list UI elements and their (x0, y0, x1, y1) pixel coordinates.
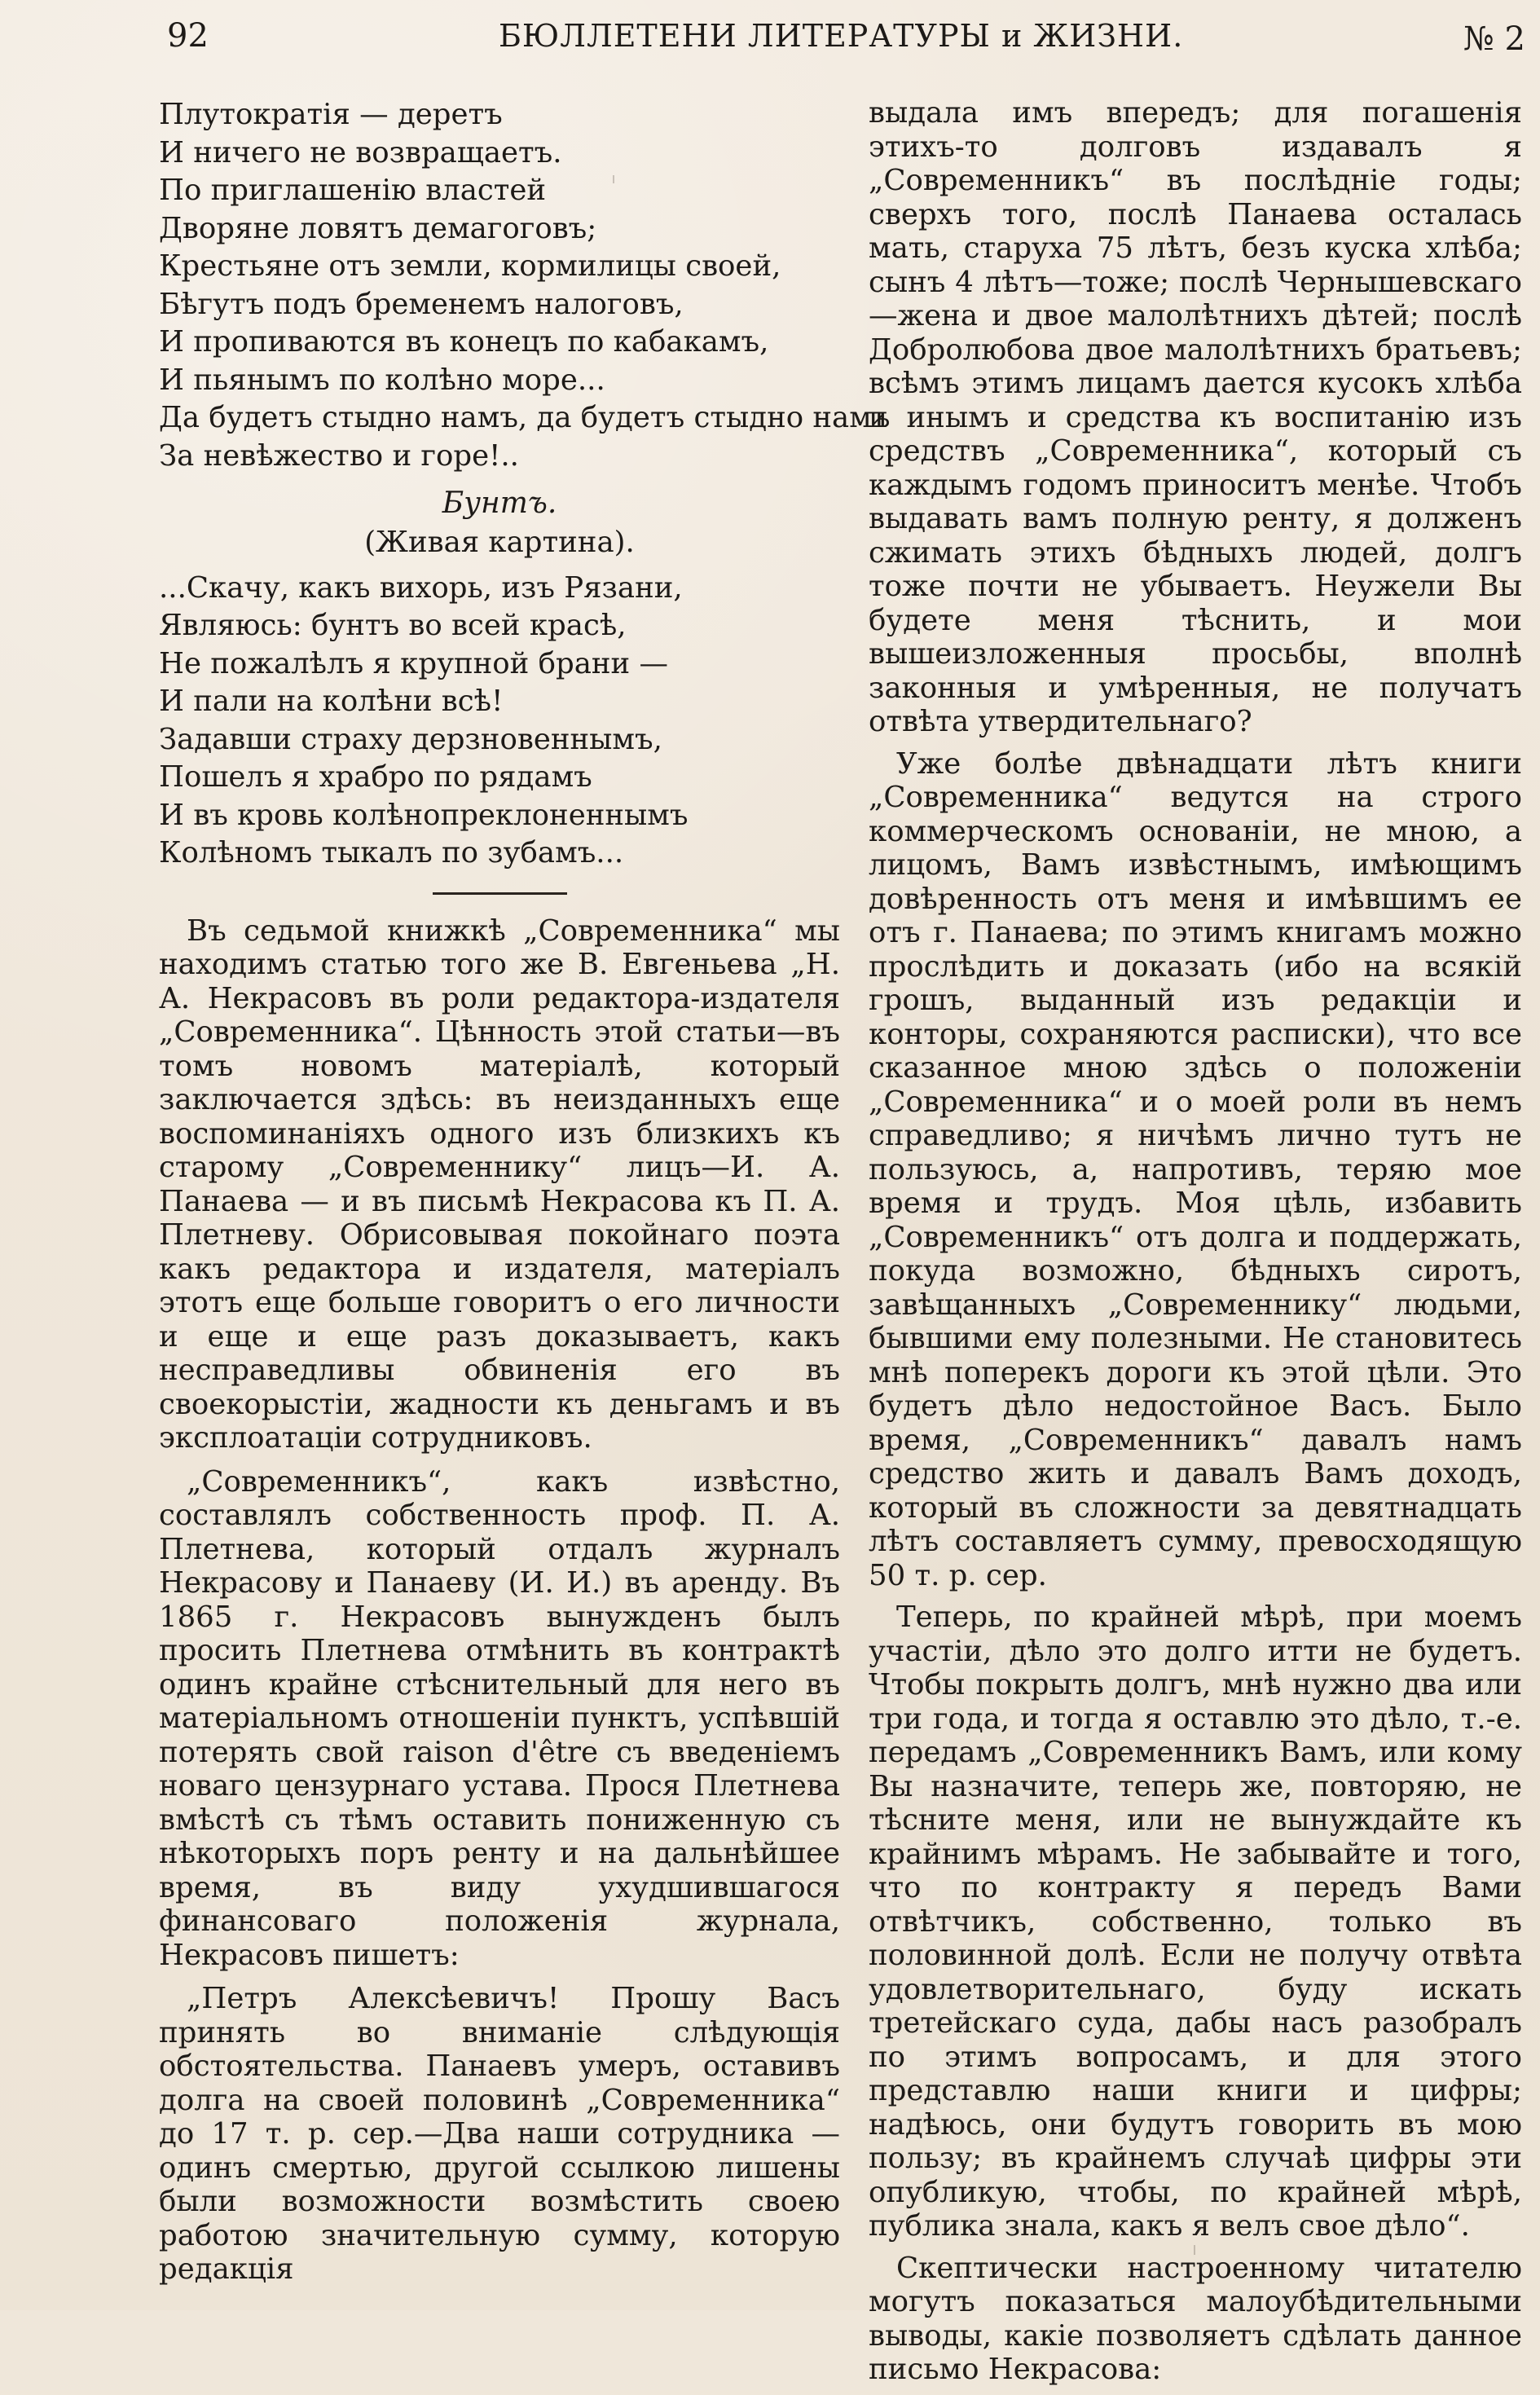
poem-title: Бунтъ. (442, 486, 557, 520)
verse-line: По приглашенію властей (159, 174, 547, 207)
article-paragraph: „Современникъ“, какъ извѣстно, составлялъ собственность проф. П. А. Плетнева, который отдалъ журналъ Некрасову и Панаеву (И. И.) въ аренду. Въ 1865 г. Некрасовъ вынужденъ былъ просить Плетнева отмѣнить въ контрактѣ одинъ крайне стѣснительный для него въ матеріальномъ отношеніи пунктъ, успѣвшій потерять свой raison d'être съ введеніемъ новаго цензурнаго устава. Прося Плетнева вмѣстѣ съ тѣмъ оставить пониженную съ нѣкоторыхъ поръ ренту и на дальнѣйшее время, въ виду ухудшившагося финансоваго положенія журнала, Некрасовъ пишетъ: (159, 1464, 840, 1972)
verse-line: Крестьяне отъ земли, кормилицы своей, (159, 249, 781, 283)
verse-line: Колѣномъ тыкалъ по зубамъ... (159, 836, 624, 870)
verse-line: И ничего не возвращаетъ. (159, 135, 562, 169)
verse-line: И въ кровь колѣнопреклоненнымъ (159, 798, 689, 832)
letter-paragraph: Уже болѣе двѣнадцати лѣтъ книги „Современника“ ведутся на строго коммерческомъ основаніи, не мною, а лицомъ, Вамъ извѣстнымъ, имѣющимъ довѣренность отъ меня и имѣвшимъ ее отъ г. Панаева; по этимъ книгамъ можно прослѣдить и доказать (ибо на всякій грошъ, выданный изъ редакціи и конторы, сохраняются расписки), что все сказанное мною здѣсь о положеніи „Современника“ и о моей роли въ немъ справедливо; я ничѣмъ лично тутъ не пользуюсь, а, напротивъ, теряю мое время и трудъ. Моя цѣль, избавить „Современникъ“ отъ долга и поддержать, покуда возможно, бѣдныхъ сиротъ, завѣщанныхъ „Современнику“ людьми, бывшими ему полезными. Не становитесь мнѣ поперекъ дороги къ этой цѣли. Это будетъ дѣло недостойное Васъ. Было время, „Современникъ“ давалъ намъ средство жить и давалъ Вамъ доходъ, который въ сложности за девятнадцать лѣтъ составляетъ сумму, превосходящую 50 т. р. сер. (869, 746, 1522, 1592)
verse-line: И пали на колѣни всѣ! (159, 685, 504, 719)
issue-number: № 2 (1463, 20, 1525, 58)
poem-verse (159, 570, 840, 873)
verse-line: Да будетъ стыдно намъ, да будетъ стыдно намъ (159, 401, 891, 434)
verse-line: И пьянымъ по колѣно море... (159, 363, 605, 397)
left-column (159, 96, 891, 2296)
article-paragraph: Скептически настроенному читателю могутъ показаться малоубѣдительными выводы, какіе позволяетъ сдѣлать данное письмо Некрасова: (869, 2251, 1522, 2386)
verse-fragment (159, 96, 891, 475)
article-paragraph: Въ седьмой книжкѣ „Современника“ мы находимъ статью того же В. Евгеньева „Н. А. Некрасовъ въ роли редактора-издателя „Современника“. Цѣнность этой статьи—въ томъ новомъ матеріалѣ, который заключается здѣсь: въ неизданныхъ еще воспоминаніяхъ одного изъ близкихъ къ старому „Современнику“ лицъ—И. А. Панаева — и въ письмѣ Некрасова къ П. А. Плетневу. Обрисовывая покойнаго поэта какъ редактора и издателя, матеріалъ этотъ еще больше говоритъ о его личности и еще и еще разъ доказываетъ, какъ несправедливы обвиненія его въ своекорыстіи, жадности къ деньгамъ и въ эксплоатаціи сотрудниковъ. (159, 914, 840, 1455)
verse-line: ...Скачу, какъ вихорь, изъ Рязани, (159, 570, 683, 605)
page-mark (613, 175, 614, 183)
page-mark (683, 1001, 684, 1009)
page-mark (1194, 2245, 1195, 2255)
verse-line: За невѣжество и горе!.. (159, 438, 519, 473)
verse-line: Задавши страху дерзновеннымъ, (159, 722, 662, 756)
verse-line: И пропиваются въ конецъ по кабакамъ, (159, 325, 769, 359)
verse-line: Не пожалѣлъ я крупной брани — (159, 646, 668, 680)
verse-line: Бѣгутъ подъ бременемъ налоговъ, (159, 287, 684, 321)
verse-line: Плутократія — деретъ (159, 98, 503, 131)
verse-line: Пошелъ я храбро по рядамъ (159, 760, 592, 795)
right-column (869, 96, 1522, 2395)
letter-paragraph: „Петръ Алексѣевичъ! Прошу Васъ принять во вниманіе слѣдующія обстоятельства. Панаевъ умеръ, оставивъ долга на своей половинѣ „Современника“ до 17 т. р. сер.—Два наши сотрудника — одинъ смертью, другой ссылкою лишены были возможности возмѣстить своею работою значительную сумму, которую редакція (159, 1982, 840, 2287)
running-title: БЮЛЛЕТЕНИ ЛИТЕРАТУРЫ и ЖИЗНИ. (499, 18, 1184, 54)
poem-subtitle: (Живая картина). (364, 525, 635, 559)
verse-line: Дворяне ловятъ демагоговъ; (159, 211, 597, 245)
section-separator (433, 892, 567, 895)
page-number: 92 (167, 17, 209, 55)
letter-paragraph: Теперь, по крайней мѣрѣ, при моемъ участіи, дѣло это долго итти не будетъ. Чтобы покрыть долгъ, мнѣ нужно два или три года, и тогда я оставлю это дѣло, т.-е. передамъ „Современникъ Вамъ, или кому Вы назначите, теперь же, повторяю, не тѣсните меня, или не вынуждайте къ крайнимъ мѣрамъ. Не забывайте и того, что по контракту я передъ Вами отвѣтчикъ, собственно, только въ половинной долѣ. Если не получу отвѣта удовлетворительнаго, буду искать третейскаго суда, дабы насъ разобралъ по этимъ вопросамъ, и для этого представлю наши книги и цифры; надѣюсь, они будутъ говорить въ мою пользу; въ крайнемъ случаѣ цифры эти опубликую, чтобы, по крайней мѣрѣ, публика знала, какъ я велъ свое дѣло“. (869, 1600, 1522, 2243)
letter-continuation: выдала имъ впередъ; для погашенія этихъ-то долговъ издавалъ я „Современникъ“ въ послѣдніе годы; сверхъ того, послѣ Панаева осталась мать, старуха 75 лѣтъ, безъ куска хлѣба; сынъ 4 лѣтъ—тоже; послѣ Чернышевскаго—жена и двое малолѣтнихъ дѣтей; послѣ Добролюбова двое малолѣтнихъ братьевъ; всѣмъ этимъ лицамъ дается кусокъ хлѣба и инымъ и средства къ воспитанію изъ средствъ „Современника“, который съ каждымъ годомъ приноситъ менѣе. Чтобъ выдавать вамъ полную ренту, я долженъ сжимать этихъ бѣдныхъ людей, долгъ тоже почти не убываетъ. Неужели Вы будете меня тѣснить, и мои вышеизложенныя просьбы, вполнѣ законныя и умѣренныя, не получатъ отвѣта утвердительнаго? (869, 96, 1522, 738)
page-header (0, 0, 1540, 77)
verse-line: Являюсь: бунтъ во всей красѣ, (159, 609, 627, 643)
